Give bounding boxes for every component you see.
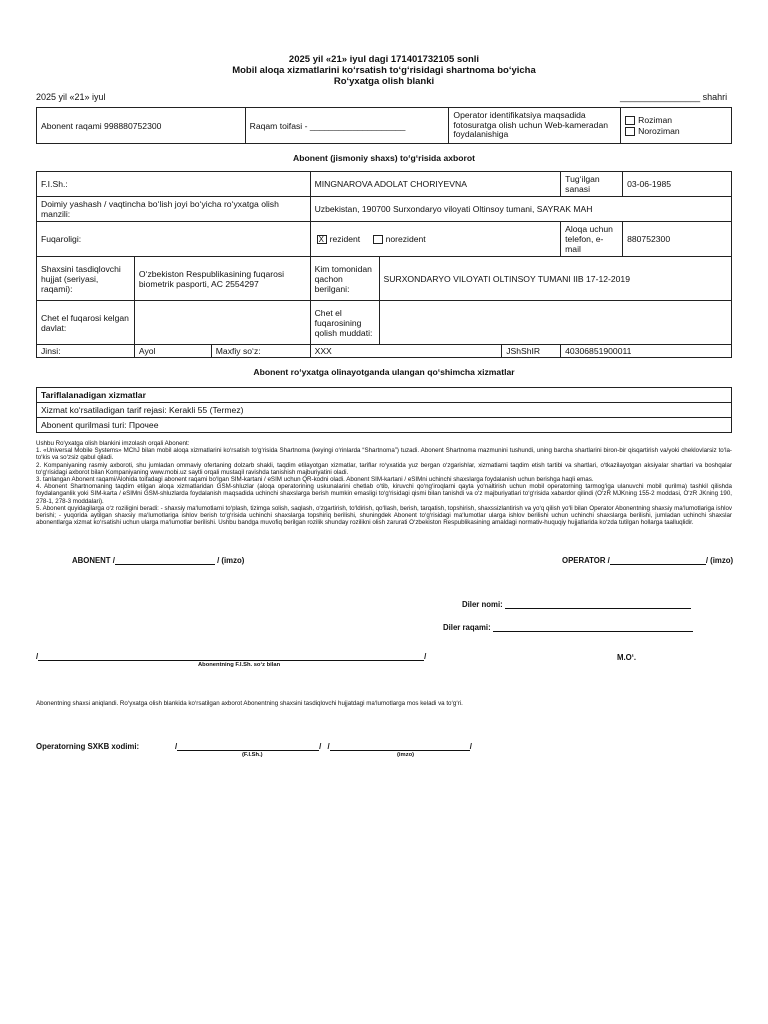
nonresident-label: norezident: [385, 233, 426, 244]
number-category: Raqam toifasi - ____________________: [245, 108, 449, 144]
secret-word-value: XXX: [310, 345, 502, 358]
address-value: Uzbekistan, 190700 Surxondaryo viloyati Oltinsoy tumani, SAYRAK MAH: [310, 197, 731, 222]
foreign-country-value: [134, 301, 310, 345]
pinfl-label: JShShIR: [502, 345, 561, 358]
citizenship-label: Fuqaroligi:: [37, 222, 311, 257]
top-row-table: [36, 107, 732, 144]
terms-intro: Ushbu Ro‘yxatga olish blankini imzolash orqali Abonent:: [36, 440, 190, 447]
contact-label: Aloqa uchun telefon, e-mail: [561, 222, 623, 257]
agree-label: Roziman: [638, 114, 673, 125]
secret-word-label: Maxfiy so‘z:: [211, 345, 310, 358]
services-table: [36, 387, 732, 433]
document-value: O‘zbekiston Respublikasining fuqarosi biometrik pasporti, AC 2554297: [134, 257, 310, 301]
doc-title-line2: Mobil aloqa xizmatlarini ko‘rsatish to‘g‘risidagi shartnoma bo‘yicha: [232, 65, 536, 76]
dealer-number-field: [443, 623, 693, 632]
birth-value: 03-06-1985: [623, 172, 732, 197]
abonent-signature-prefix: ABONENT /: [72, 556, 115, 565]
issued-label: Kim tomonidan qachon berilgani:: [310, 257, 379, 301]
terms-item-5: 5. Abonent quyidagilarga o‘z roziligini beradi: - shaxsiy ma‘lumotlarni to‘plash, tizimga solish, saqlash, o‘zgartirish, to‘ldirish, qo‘llash, berish, tarqatish, topshirish, shaxssizlantirish va yo‘q qilish yo‘li bilan Operator Abonentning shaxsiy ma‘lumotlariga ishlov berishi; - yuqorida aytilgan shaxsiy ma‘lumotlariga ishlov berish to‘g‘risida uchinchi shaxslarga topshiriq berilishi, shuningdek Abonent to‘g‘risidagi ma‘lumotlar ularga ishlov berilishi uchun uchinchi shaxslarga berilishi, jumladan uchinchi shaxslar abonentlarga xizmat ko‘rsatishi uchun ularga ma‘lumotlar berilishi. Ushbu bandga muvofiq berilgan rozilik shunday rozilikni olish zarurati O‘zbekiston Respublikasining amaldagi normativ-huquqiy hujjatlarida ko‘zda tutilgan hollarga taalluqlidir.: [36, 504, 732, 527]
doc-date: 2025 yil «21» iyul: [36, 92, 106, 102]
operator-signature-line[interactable]: [610, 556, 706, 565]
disagree-option[interactable]: [625, 126, 727, 137]
citizenship-options: [310, 222, 561, 257]
gender-label-cell: [37, 345, 135, 358]
operator-signature: [562, 556, 733, 565]
disagree-checkbox[interactable]: [625, 127, 635, 136]
agree-checkbox[interactable]: [625, 116, 635, 125]
person-table: [36, 171, 732, 358]
services-header: Tariflalanadigan xizmatlar: [37, 388, 732, 403]
device-type: Abonent qurilmasi turi: Прочее: [37, 418, 732, 433]
dealer-number-line[interactable]: [493, 623, 693, 632]
resident-checkbox[interactable]: [317, 235, 327, 244]
stay-duration-value: [379, 301, 731, 345]
nonresident-checkbox[interactable]: [373, 235, 383, 244]
abonent-signature: [72, 556, 244, 565]
abonent-signature-suffix: / (imzo): [217, 556, 245, 565]
sxkb-fields: / / / /: [175, 742, 472, 751]
doc-title-line1: 2025 yil «21» iyul dagi 171401732105 sonli: [288, 54, 480, 65]
gender-label: Jinsi:: [41, 346, 61, 356]
terms-item-2: 2. Kompaniyaning rasmiy axboroti, shu jumladan ommaviy ofertaning dolzarb shakli, taqdim etilayotgan xizmatlar, tariflar ro‘yxatida yuz bergan o‘zgarishlar, xizmatlarni taqdim etish tartibi va shartlari, o‘tkazilayotgan aksiyalar shartlari va boshqalar to‘g‘risidagi axborot bilan Kompaniyaning www.mobi.uz saytli orqali mustaqil ravishda tanishish majburiyatini oladi.: [36, 461, 732, 476]
gender-value: Ayol: [134, 345, 211, 358]
terms-item-1: 1. «Universal Mobile Systems» MChJ bilan mobil aloqa xizmatlarini ko‘rsatish to‘g‘risida Shartnoma (keyingi o‘rinlarda “Shartnoma”) tuzadi. Abonent Shartnoma mazmunini tushundi, uning barcha shartlarini biron-bir qisqartirish va/yoki cheklovlarsiz to‘la-to‘kis va so‘zsiz qabul qiladi.: [36, 447, 732, 462]
issued-value: SURXONDARYO VILOYATI OLTINSOY TUMANI IIB 17-12-2019: [379, 257, 731, 301]
agree-option[interactable]: [625, 115, 727, 126]
terms-item-3: 3. tanlangan Abonent raqami/Alohida toifadagi abonent raqami bo‘lgan SIM-kartani / eSIM uchun QR-kodni oladi. Abonent SIM-kartani / eSIMni uchinchi shaxslarga foydalanish uchun berishga haqli emas.: [36, 476, 594, 484]
fio-caption: Abonentning F.I.Sh. so‘z bilan: [198, 662, 281, 668]
operator-signature-prefix: OPERATOR /: [562, 556, 610, 565]
resident-label: rezident: [329, 233, 361, 244]
terms-block: [36, 440, 732, 526]
webcam-consent-options: [621, 108, 732, 144]
fio-field: / /: [36, 652, 427, 661]
dealer-name-line[interactable]: [505, 600, 691, 609]
terms-item-4: 4. Abonent Shartnomaning taqdim etilgan aloqa xizmatlaridan GSM-shluzlar (aloqa operatorining uskunalarini chetlab o‘tib, kiruvchi qo‘ng‘iroqlarni qayta yo‘naltirish uchun mobil operatorning tarmog‘iga ulanuvchi mobil qurilma) tashkil qilishda foydalanganlik yoki SIM-karta / eSIMni GSM-shluzlarda foydalanish maqsadida uchinchi shaxslarga berish mumkin emasligi to‘g‘risidagi qismi bilan tanishdi va o‘z majburiyatlari to‘g‘risida xabardor qilindi (O‘zR MJKning 155-2 moddasi, O‘zR JKning 190, 278-1, 278-3 moddalari).: [36, 483, 732, 505]
stamp-label: M.O‘.: [617, 653, 637, 662]
abonent-signature-line[interactable]: [115, 556, 215, 565]
fish-label: F.I.Sh.:: [37, 172, 311, 197]
identity-confirmation: Abonentning shaxsi aniqlandi. Ro‘yxatga olish blankida ko‘rsatilgan axborot Abonentning shaxsini tasdiqlovchi hujjatdagi ma‘lumotlarga mos keladi va to‘g‘ri.: [36, 700, 463, 707]
city-field: [620, 92, 727, 102]
pinfl-value: 40306851900011: [561, 345, 732, 358]
contact-value: 880752300: [623, 222, 732, 257]
dealer-name-label: Diler nomi:: [462, 600, 503, 609]
sxkb-signature-line[interactable]: [330, 742, 470, 751]
sxkb-imzo-caption: (imzo): [397, 752, 415, 758]
doc-title-line3: Ro‘yxatga olish blanki: [333, 76, 435, 87]
city-suffix: shahri: [702, 92, 728, 102]
section-services-title: Abonent ro‘yxatga olinayotganda ulangan qo‘shimcha xizmatlar: [253, 367, 515, 377]
fio-line[interactable]: [36, 652, 427, 661]
operator-signature-suffix: / (imzo): [705, 556, 734, 565]
sxkb-label: Operatorning SXKB xodimi:: [36, 742, 140, 751]
sxkb-fish-line[interactable]: [177, 742, 319, 751]
disagree-label: Noroziman: [638, 125, 680, 136]
section-person-title: Abonent (jismoniy shaxs) to‘g‘risida axborot: [293, 153, 475, 163]
sxkb-fish-caption: (F.I.Sh.): [242, 752, 263, 758]
abonent-number: Abonent raqami 998880752300: [37, 108, 246, 144]
address-label: Doimiy yashash / vaqtincha bo‘lish joyi bo‘yicha ro‘yxatga olish manzili:: [37, 197, 311, 222]
fish-value: MINGNAROVA ADOLAT CHORIYEVNA: [310, 172, 561, 197]
foreign-country-label: Chet el fuqarosi kelgan davlat:: [37, 301, 135, 345]
dealer-name-field: [462, 600, 691, 609]
dealer-number-label: Diler raqami:: [443, 623, 491, 632]
city-blank: ________________: [620, 92, 701, 102]
document-label: Shaxsini tasdiqlovchi hujjat (seriyasi, raqami):: [37, 257, 135, 301]
webcam-consent-text: Operator identifikatsiya maqsadida fotosuratga olish uchun Web-kameradan foydalanishiga: [449, 108, 621, 144]
tariff-plan: Xizmat ko‘rsatiladigan tarif rejasi: Kerakli 55 (Termez): [37, 403, 732, 418]
stay-duration-label: Chet el fuqarosining qolish muddati:: [310, 301, 379, 345]
birth-label: Tug‘ilgan sanasi: [561, 172, 623, 197]
